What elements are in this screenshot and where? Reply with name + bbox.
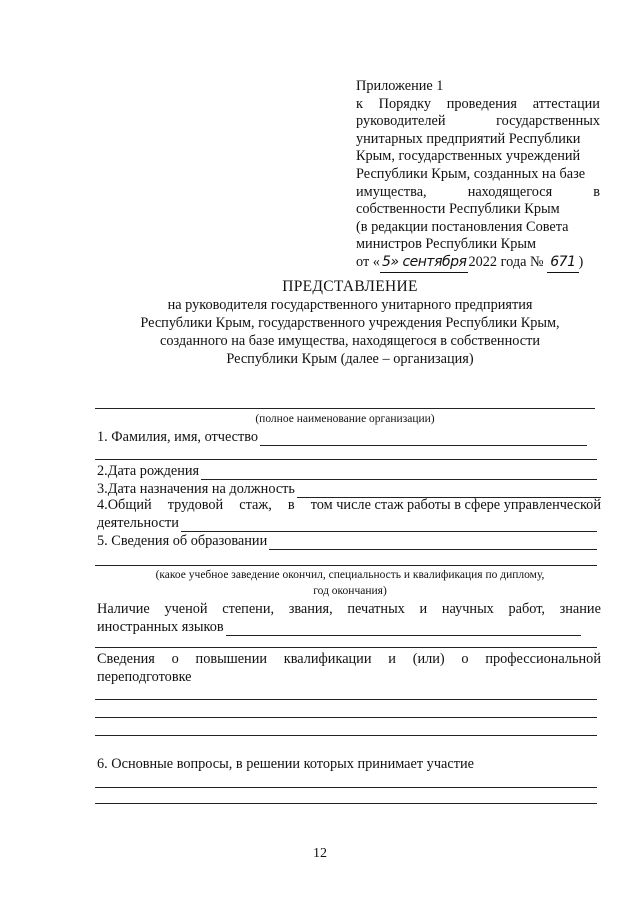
document-title: ПРЕДСТАВЛЕНИЕ xyxy=(282,278,418,295)
handwritten-doc-number: 671 xyxy=(547,254,578,273)
birth-date-line[interactable] xyxy=(201,467,597,480)
field-main-issues: 6. Основные вопросы, в решении которых принимает участие xyxy=(97,756,474,772)
languages-line[interactable] xyxy=(226,623,581,636)
blank-line[interactable] xyxy=(95,803,597,804)
org-caption: (полное наименование организации) xyxy=(255,413,435,425)
field-appointment-date[interactable]: 3.Дата назначения на должность xyxy=(97,481,601,498)
field-degrees: Наличие ученой степени, звания, печатных и научных работ, знание xyxy=(97,601,601,617)
education-caption-2: год окончания) xyxy=(313,585,387,597)
appendix-line: имущества, находящегося в xyxy=(356,183,600,200)
education-line[interactable] xyxy=(269,537,597,550)
page-number: 12 xyxy=(313,846,327,861)
handwritten-date: 5» сентября xyxy=(380,254,469,273)
appendix-line: Республики Крым, созданных на базе xyxy=(356,165,586,182)
appendix-line: к Порядку проведения аттестации xyxy=(356,95,600,112)
document-subtitle: на руководителя государственного унитарного предприятия Республики Крым, государственного учреждения Республики Крым, созданного на базе имущества, находящегося в собственности Республики Крым (далее – организация) xyxy=(140,297,560,367)
field-education[interactable]: 5. Сведения об образовании xyxy=(97,533,597,550)
appendix-line: Приложение 1 xyxy=(356,78,444,94)
appendix-line: (в редакции постановления Совета xyxy=(356,218,569,235)
full-name-line[interactable] xyxy=(260,433,587,446)
qualification-line2: переподготовке xyxy=(97,669,192,685)
field-full-name[interactable]: 1. Фамилия, имя, отчество xyxy=(97,429,587,446)
blank-line[interactable] xyxy=(95,647,597,648)
org-name-line[interactable] xyxy=(95,408,595,409)
blank-line[interactable] xyxy=(95,735,597,736)
appendix-header xyxy=(356,78,600,273)
appendix-line: Крым, государственных учреждений xyxy=(356,148,581,165)
field-work-experience: 4.Общий трудовой стаж, в том числе стаж работы в сфере управленческой xyxy=(97,497,601,513)
blank-line[interactable] xyxy=(95,565,597,566)
appendix-line: унитарных предприятий Республики xyxy=(356,130,581,147)
field-birth-date[interactable]: 2.Дата рождения xyxy=(97,463,597,480)
appendix-line: собственности Республики Крым xyxy=(356,201,560,218)
blank-line[interactable] xyxy=(95,717,597,718)
appendix-line: руководителей государственных xyxy=(356,113,600,130)
blank-line[interactable] xyxy=(95,699,597,700)
field-work-experience-cont[interactable]: деятельности xyxy=(97,515,597,532)
appendix-line: министров Республики Крым xyxy=(356,236,537,253)
blank-line[interactable] xyxy=(95,459,597,460)
field-languages[interactable]: иностранных языков xyxy=(97,619,581,636)
appendix-date-line: от « 5» сентября 2022 года № 671 ) xyxy=(356,254,600,273)
education-caption-1: (какое учебное заведение окончил, специальность и квалификация по диплому, xyxy=(155,569,545,581)
work-experience-line[interactable] xyxy=(181,519,597,532)
blank-line[interactable] xyxy=(95,787,597,788)
field-qualification: Сведения о повышении квалификации и (или) о профессиональной xyxy=(97,651,601,667)
